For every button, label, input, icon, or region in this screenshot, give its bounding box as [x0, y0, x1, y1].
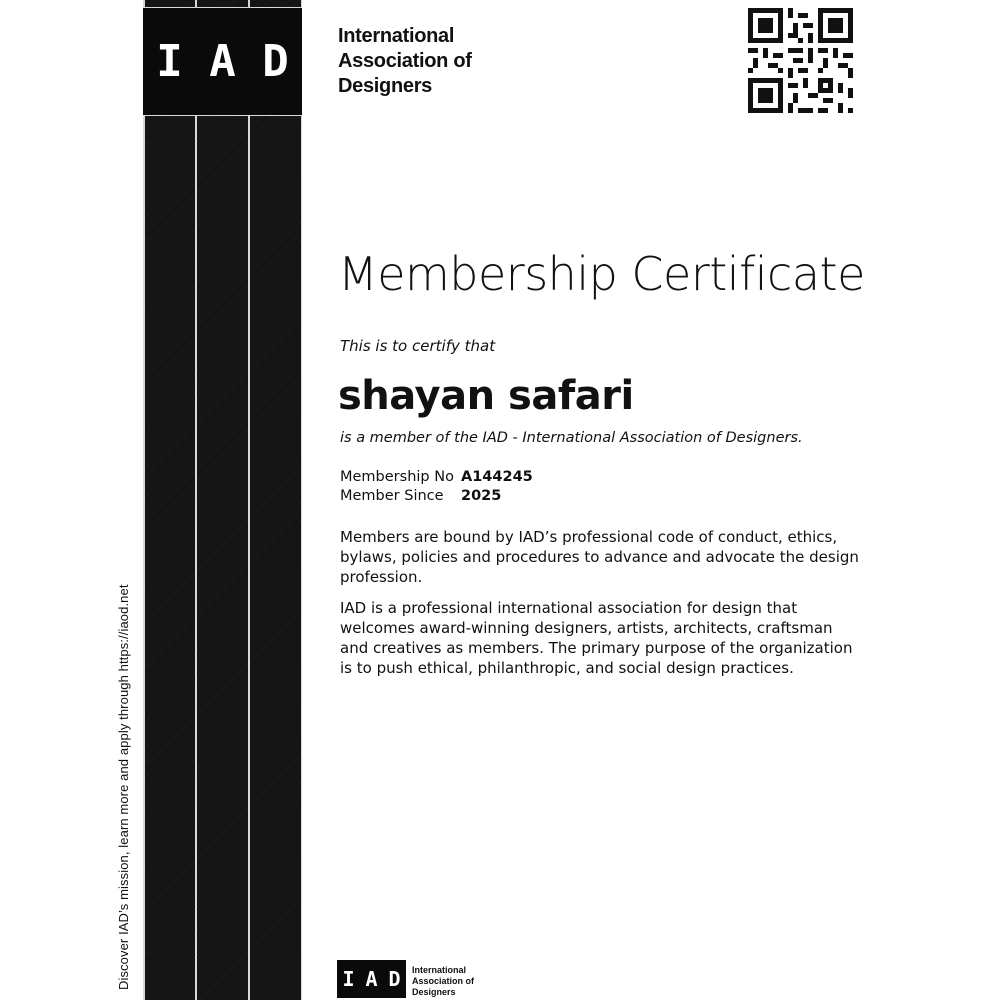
paragraph-line: IAD is a professional international association for design that [340, 599, 798, 617]
membership-no-label: Membership No [340, 469, 454, 485]
logo-letter-i: I [156, 36, 183, 87]
member-since-value: 2025 [461, 488, 502, 504]
paragraph-line: and creatives as members. The primary purpose of the organization [340, 639, 853, 657]
footer-logo-letter-i: I [342, 967, 355, 991]
footer-org-line3: Designers [412, 987, 456, 997]
certify-text: This is to certify that [340, 337, 496, 355]
member-since-label: Member Since [340, 488, 444, 504]
paragraph-line: welcomes award-winning designers, artists, architects, craftsman [340, 619, 833, 637]
paragraph-line: profession. [340, 568, 423, 586]
membership-no-row [340, 468, 533, 487]
logo-letter-d: D [262, 36, 289, 87]
org-name-line1: International [338, 25, 455, 47]
qr-code-icon[interactable] [748, 8, 853, 113]
footer-logo-letter-d: D [388, 967, 401, 991]
decorative-band [143, 0, 302, 1000]
about-iad-paragraph [340, 598, 860, 678]
member-of-text: is a member of the IAD - International Association of Designers. [340, 430, 803, 446]
footer-logo-letter-a: A [365, 967, 378, 991]
certificate-title: Membership Certificate [338, 247, 865, 301]
org-name-line3: Designers [338, 75, 433, 97]
logo-letter-a: A [209, 36, 236, 87]
footer-organization-name [412, 965, 492, 998]
footer-org-line2: Association of [412, 976, 475, 986]
paragraph-line: is to push ethical, philanthropic, and social design practices. [340, 659, 794, 677]
org-name-line2: Association of [338, 50, 472, 72]
membership-no-value: A144245 [461, 469, 533, 485]
membership-details [340, 468, 533, 506]
organization-name [338, 24, 538, 99]
iad-logo [143, 8, 302, 115]
paragraph-line: Members are bound by IAD’s professional code of conduct, ethics, [340, 528, 838, 546]
code-of-conduct-paragraph [340, 527, 860, 587]
member-since-row [340, 487, 533, 506]
member-name: shayan safari [338, 373, 634, 419]
paragraph-line: bylaws, policies and procedures to advance and advocate the design [340, 548, 859, 566]
footer-org-line1: International [412, 965, 467, 975]
footer-iad-logo [337, 960, 406, 998]
side-url-text: Discover IAD’s mission, learn more and apply through https://iaod.net [116, 584, 131, 990]
